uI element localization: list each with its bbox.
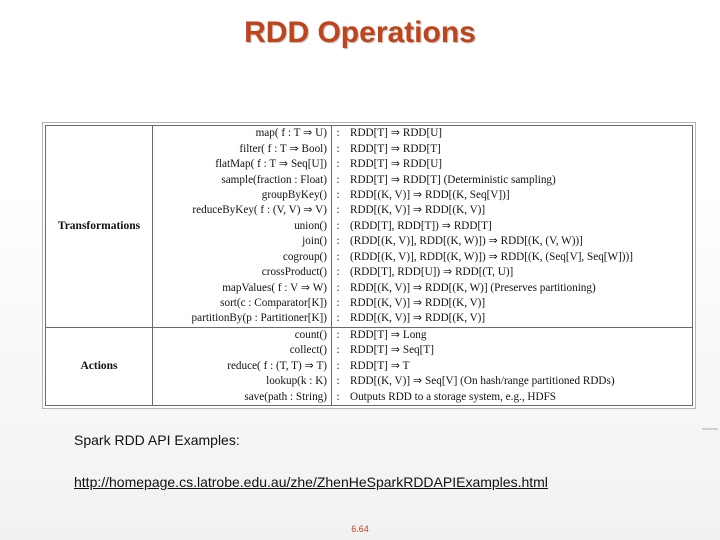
operation-type: RDD[(K, V)] ⇒ RDD[(K, V)] <box>350 204 486 217</box>
slide-title: RDD Operations <box>244 16 476 49</box>
operation-type: RDD[(K, V)] ⇒ Seq[V] (On hash/range partitioned RDDs) <box>350 375 615 388</box>
signature-colon: : <box>336 250 340 263</box>
signature-colon: : <box>336 204 340 217</box>
signature-colon: : <box>336 344 340 357</box>
signature-colon: : <box>336 219 340 232</box>
signature-colon: : <box>336 281 340 294</box>
page-number: 6.64 <box>351 524 369 534</box>
operation-type: RDD[T] ⇒ RDD[U] <box>350 158 443 171</box>
signature-colon: : <box>336 375 340 388</box>
operation-type: (RDD[(K, V)], RDD[(K, W)]) ⇒ RDD[(K, (Seq[V], Seq[W]))] <box>350 250 633 263</box>
operation-signature: lookup(k : K) <box>153 374 332 389</box>
operation-signature: crossProduct() <box>153 265 332 280</box>
operation-signature: cogroup() <box>153 250 332 265</box>
signature-colon: : <box>336 173 340 186</box>
operation-signature: groupByKey() <box>153 188 332 203</box>
transformations-label: Transformations <box>46 126 153 328</box>
operation-type: (RDD[T], RDD[T]) ⇒ RDD[T] <box>350 219 492 232</box>
operation-signature: count() <box>153 327 332 343</box>
operation-signature: reduceByKey( f : (V, V) ⇒ V) <box>153 203 332 218</box>
operations-table-image <box>42 122 696 409</box>
operation-type: (RDD[(K, V)], RDD[(K, W)]) ⇒ RDD[(K, (V, W))] <box>350 235 583 248</box>
operation-type: RDD[T] ⇒ RDD[T] (Deterministic sampling) <box>350 173 556 186</box>
actions-label: Actions <box>46 327 153 405</box>
operation-type: RDD[T] ⇒ Long <box>344 327 693 343</box>
operation-signature: mapValues( f : V ⇒ W) <box>153 280 332 295</box>
operation-signature: flatMap( f : T ⇒ Seq[U]) <box>153 157 332 172</box>
operation-signature: filter( f : T ⇒ Bool) <box>153 141 332 156</box>
operation-type: RDD[T] ⇒ T <box>350 359 410 372</box>
operation-signature: union() <box>153 219 332 234</box>
operation-signature: partitionBy(p : Partitioner[K]) <box>153 311 332 327</box>
actions-row <box>46 327 693 343</box>
signature-colon: : <box>336 266 340 279</box>
signature-colon: : <box>336 158 340 171</box>
signature-colon: : <box>336 312 340 325</box>
signature-colon: : <box>336 297 340 310</box>
operation-type: RDD[(K, V)] ⇒ RDD[(K, W)] (Preserves partitioning) <box>350 281 596 294</box>
slide-edge-mark <box>702 428 718 430</box>
signature-colon: : <box>336 142 340 155</box>
operation-signature: sort(c : Comparator[K]) <box>153 296 332 311</box>
operation-signature: reduce( f : (T, T) ⇒ T) <box>153 359 332 374</box>
operation-signature: map( f : T ⇒ U) <box>153 126 332 142</box>
signature-colon: : <box>336 188 340 201</box>
examples-link[interactable]: http://homepage.cs.latrobe.edu.au/zhe/ZhenHeSparkRDDAPIExamples.html <box>74 474 548 490</box>
signature-colon: : <box>332 327 345 343</box>
operation-type: RDD[T] ⇒ RDD[T] <box>350 142 441 155</box>
operation-type: RDD[(K, V)] ⇒ RDD[(K, V)] <box>350 297 486 310</box>
operation-type: RDD[(K, V)] ⇒ RDD[(K, V)] <box>350 312 486 325</box>
examples-caption: Spark RDD API Examples: <box>74 432 240 448</box>
rdd-operations-table <box>45 125 693 406</box>
signature-colon: : <box>336 359 340 372</box>
transformations-row <box>46 126 693 142</box>
signature-colon: : <box>336 235 340 248</box>
operation-type: Outputs RDD to a storage system, e.g., HDFS <box>350 390 557 403</box>
operation-signature: save(path : String) <box>153 389 332 405</box>
operation-type: RDD[(K, V)] ⇒ RDD[(K, Seq[V])] <box>350 188 510 201</box>
signature-colon: : <box>336 127 340 140</box>
operation-signature: sample(fraction : Float) <box>153 172 332 187</box>
operation-signature: collect() <box>153 343 332 358</box>
operation-type: RDD[T] ⇒ RDD[U] <box>350 127 443 140</box>
operation-type: RDD[T] ⇒ Seq[T] <box>350 344 434 357</box>
operation-signature: join() <box>153 234 332 249</box>
signature-colon: : <box>336 390 340 403</box>
operation-type: (RDD[T], RDD[U]) ⇒ RDD[(T, U)] <box>350 266 514 279</box>
